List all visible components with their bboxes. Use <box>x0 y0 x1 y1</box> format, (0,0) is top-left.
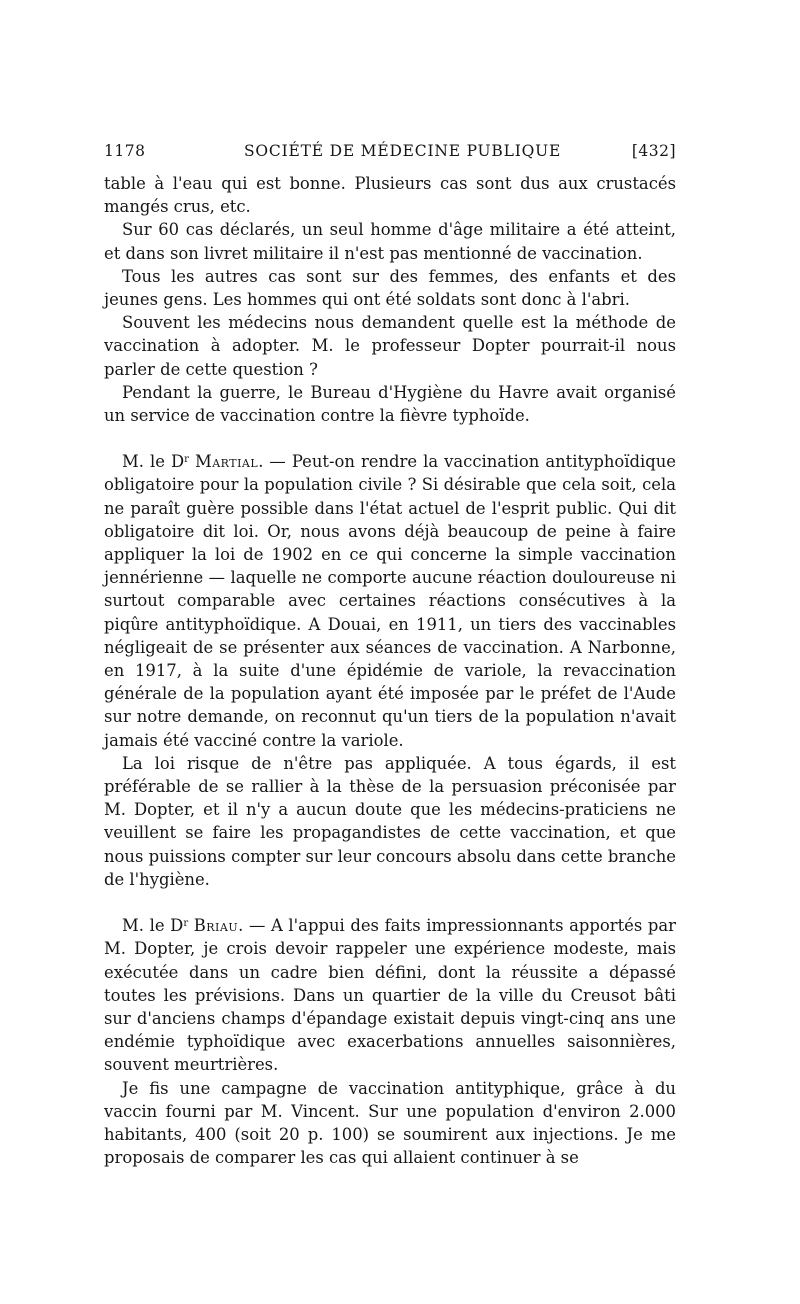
running-header <box>104 142 676 172</box>
speaker-name: Martial <box>194 452 259 472</box>
speaker-name: Briau <box>193 916 239 936</box>
page-number: 1178 <box>104 142 146 160</box>
paragraph-briau <box>104 914 676 1076</box>
body-text <box>104 172 676 1169</box>
paragraph-7: La loi risque de n'être pas appliquée. A tous égards, il est préférable de se rallier à la thèse de la persuasion préconisée par M. Dopter, et il n'y a aucun doute que les médecins-praticiens ne veuillent se faire les propagandistes de cette vaccination, et que nous puissions compter sur leur concours absolu dans cette branche de l'hygiène. <box>104 753 676 889</box>
speaker-prefix: M. le D <box>122 452 185 472</box>
speaker-prefix: M. le D <box>122 916 184 936</box>
paragraph-3: Tous les autres cas sont sur des femmes, des enfants et des jeunes gens. Les hommes qui ont été soldats sont donc à l'abri. <box>104 266 676 310</box>
paragraph-martial <box>104 450 676 752</box>
document-page <box>104 142 676 1169</box>
speaker-title-superscript: r <box>184 454 189 466</box>
paragraph-1: table à l'eau qui est bonne. Plusieurs cas sont dus aux crustacés mangés crus, etc. <box>104 174 676 217</box>
paragraph-5: Pendant la guerre, le Bureau d'Hygiène du Havre avait organisé un service de vaccination contre la fièvre typhoïde. <box>104 382 676 426</box>
paragraph-2: Sur 60 cas déclarés, un seul homme d'âge militaire a été atteint, et dans son livret militaire il n'est pas mentionné de vaccination. <box>104 220 676 263</box>
speech-text: . — A l'appui des faits impressionnants apportés par M. Dopter, je crois devoir rappeler une expérience modeste, mais exécutée dans un cadre bien défini, dont la réussite a dépassé toutes les prévisions. Dans un quartier de la ville du Creusot bâti sur d'anciens champs d'épandage existait depuis vingt-cinq ans une endémie typhoïdique avec exacerbations annuelles saisonnières, souvent meurtrières. <box>104 916 676 1075</box>
bracketed-page-number: [432] <box>631 142 676 160</box>
paragraph-4: Souvent les médecins nous demandent quelle est la méthode de vaccination à adopter. M. le professeur Dopter pourrait-il nous parler de cette question ? <box>104 313 676 379</box>
speech-text: . — Peut-on rendre la vaccination antityphoïdique obligatoire pour la population civile ? Si désirable que cela soit, cela ne paraît guère possible dans l'état actuel de l'esprit public. Qui dit obligatoire dit loi. Or, nous avons déjà beaucoup de peine à faire appliquer la loi de 1902 en ce qui concerne la simple vaccination jennérienne — laquelle ne comporte aucune réaction douloureuse ni surtout comparable avec certaines réactions consécutives à la piqûre antityphoïdique. A Douai, en 1911, un tiers des vaccinables négligeait de se présenter aux séances de vaccination. A Narbonne, en 1917, à la suite d'une épidémie de variole, la revaccination générale de la population ayant été imposée par le préfet de l'Aude sur notre demande, on reconnut qu'un tiers de la population n'avait jamais été vacciné contre la variole. <box>104 452 677 750</box>
running-title: SOCIÉTÉ DE MÉDECINE PUBLIQUE <box>244 142 562 160</box>
paragraph-9: Je fis une campagne de vaccination antityphique, grâce à du vaccin fourni par M. Vincent. Sur une population d'environ 2.000 habitants, 400 (soit 20 p. 100) se soumirent aux injections. Je me proposais de comparer les cas qui allaient continuer à se <box>104 1078 676 1168</box>
speaker-title-superscript: r <box>183 918 189 930</box>
